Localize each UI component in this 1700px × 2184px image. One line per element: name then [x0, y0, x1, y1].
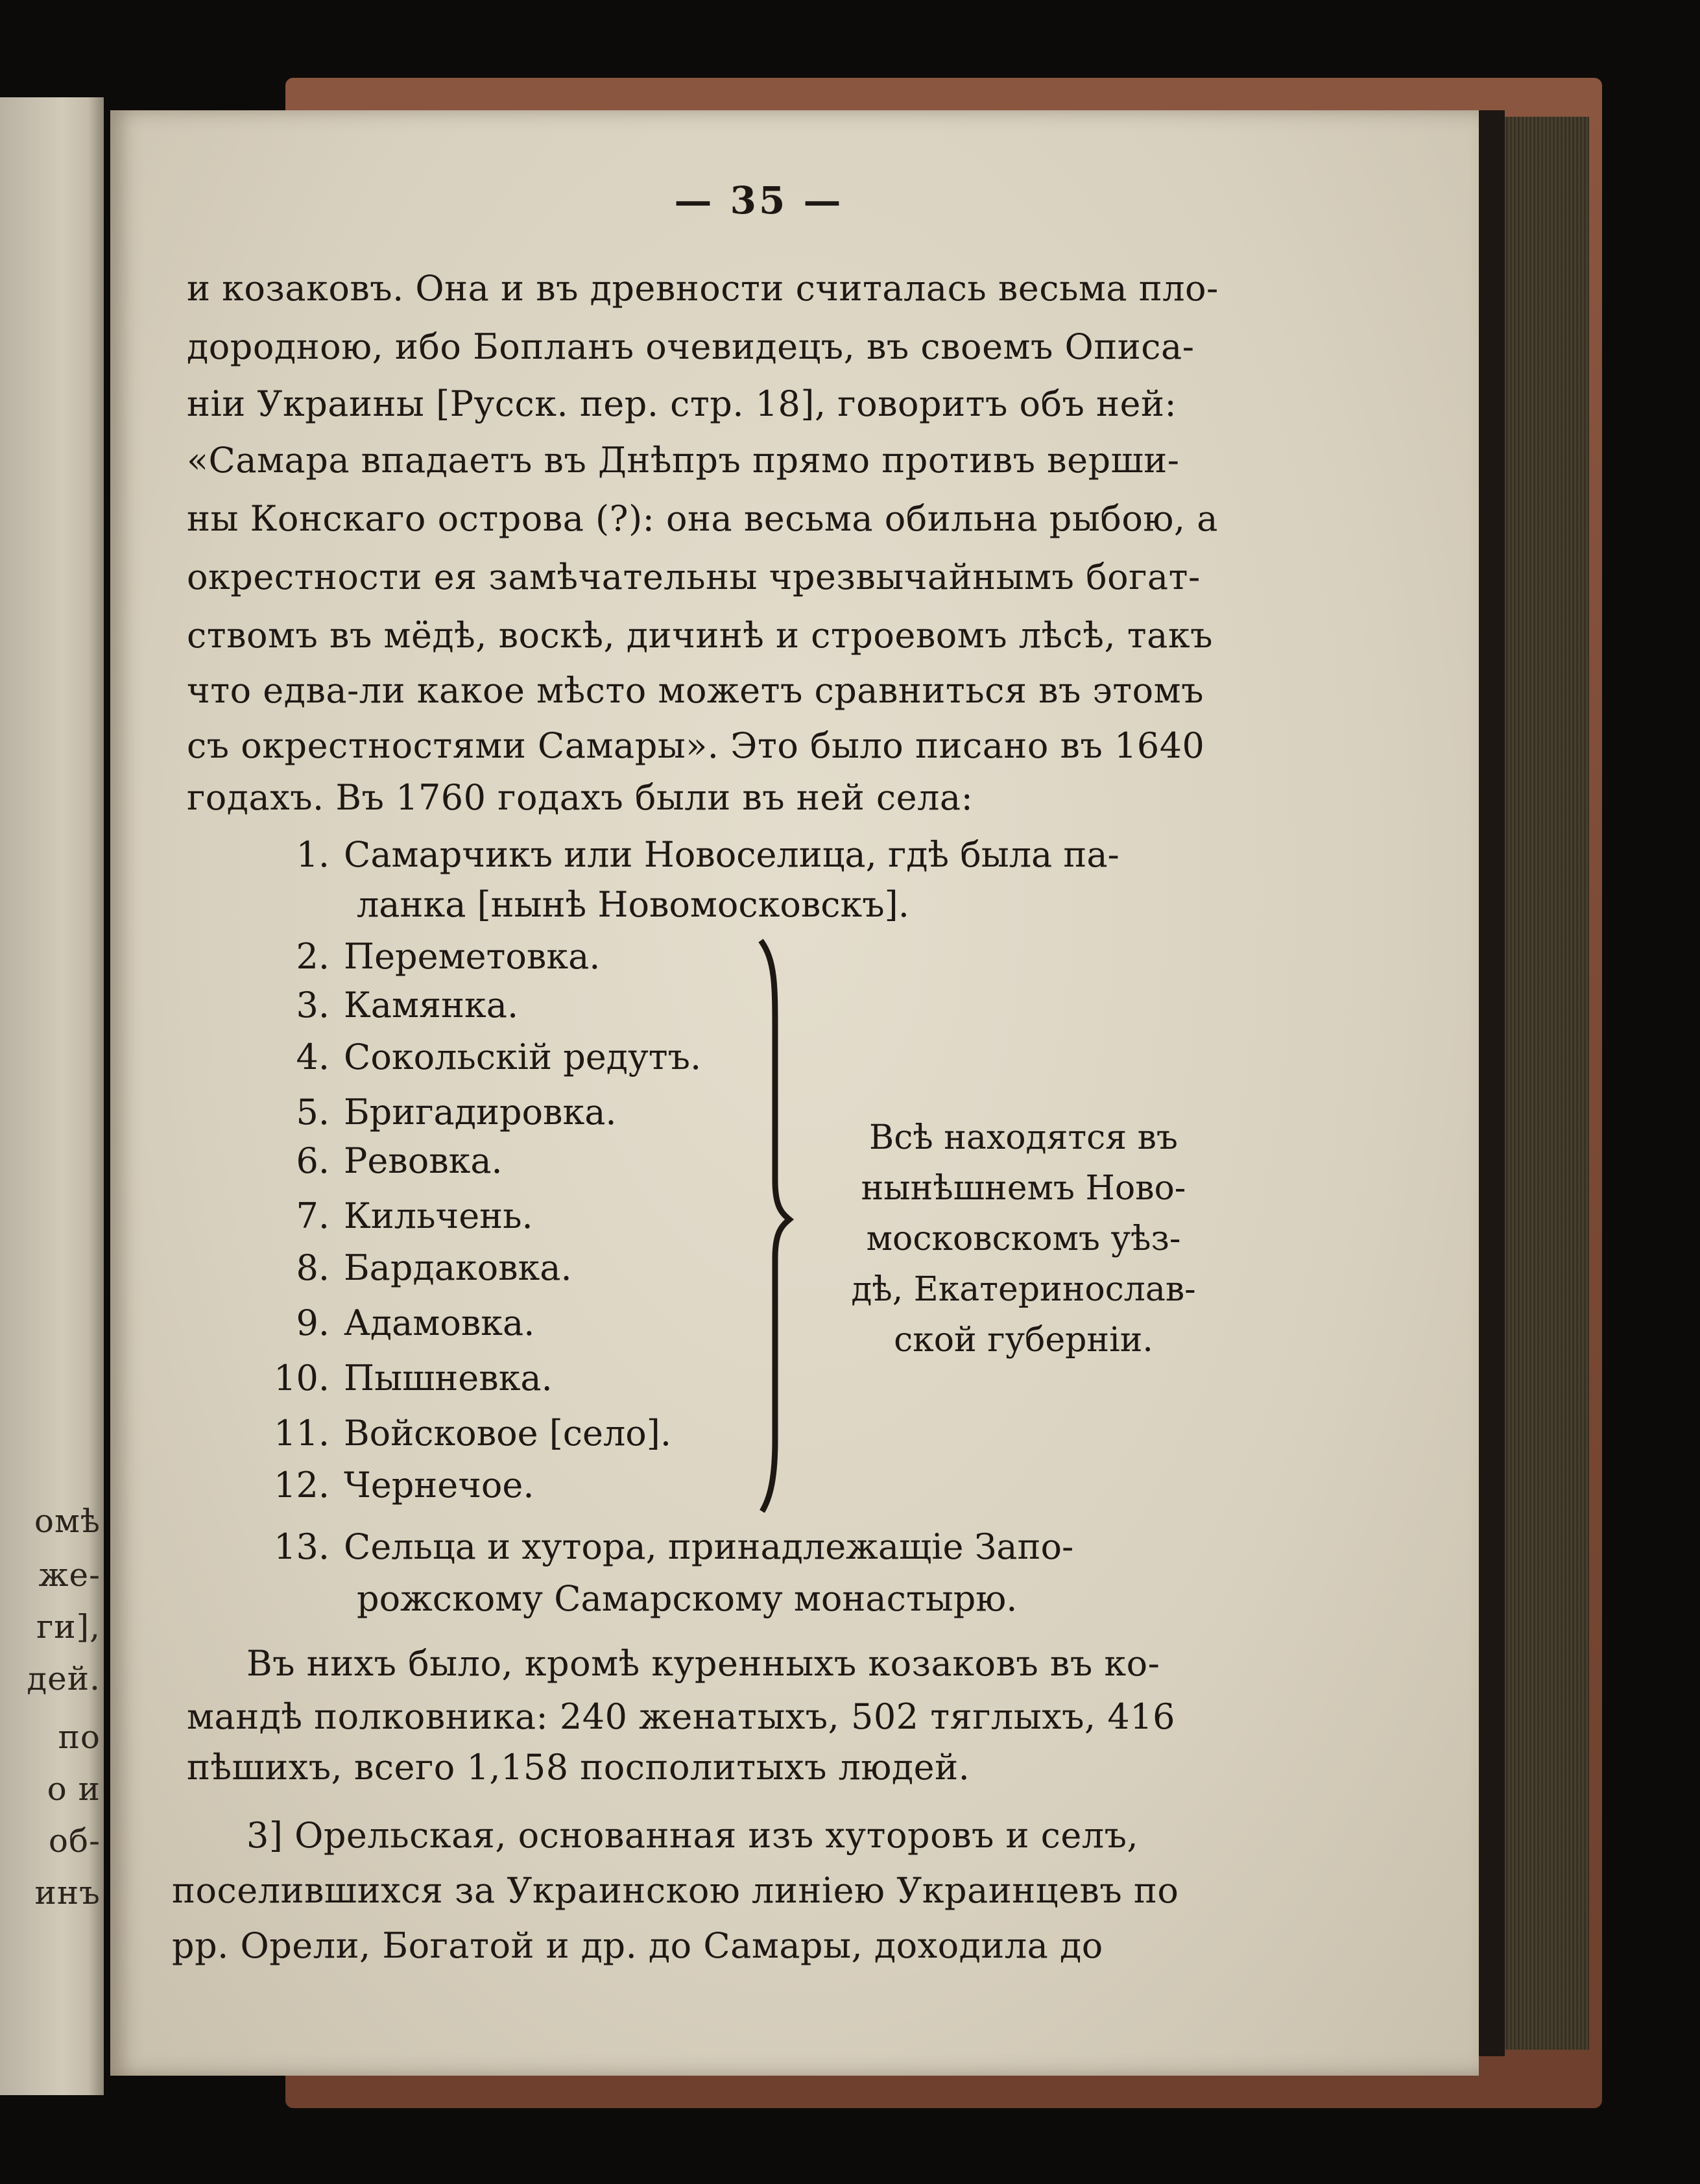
page-edges	[1492, 117, 1589, 2050]
list-number: 7.	[296, 1195, 329, 1236]
text-line: годахъ. Въ 1760 годахъ были въ ней села:	[187, 777, 974, 818]
list-number: 10.	[274, 1358, 329, 1398]
facing-page-line: омѣ	[34, 1502, 101, 1540]
brace-note	[822, 1112, 1225, 1365]
list-text: Самарчикъ или Новоселица, гдѣ была па-	[344, 834, 1119, 875]
list-item	[272, 1245, 572, 1291]
note-line: нынѣшнемъ Ново-	[861, 1169, 1186, 1208]
page-number: — 35 —	[674, 178, 844, 222]
list-number: 1.	[296, 834, 329, 875]
list-text: Сокольскій редутъ.	[344, 1037, 702, 1077]
list-item	[272, 983, 518, 1028]
list-number: 4.	[296, 1037, 329, 1077]
facing-page-line: об-	[48, 1822, 101, 1860]
list-text: Переметовка.	[344, 936, 601, 977]
facing-page-line: ги],	[36, 1608, 101, 1646]
text-line: ны Конскаго острова (?): она весьма обильна рыбою, а	[187, 498, 1218, 539]
text-line: рр. Орели, Богатой и др. до Самары, доходила до	[172, 1925, 1103, 1966]
list-text: Бардаковка.	[344, 1247, 572, 1288]
text-line: Въ нихъ было, кромѣ куренныхъ козаковъ въ ко-	[246, 1643, 1160, 1684]
text-line: съ окрестностями Самары». Это было писано въ 1640	[187, 725, 1205, 766]
list-text: Сельца и хутора, принадлежащіе Запо-	[344, 1526, 1074, 1567]
list-number: 11.	[274, 1413, 329, 1454]
list-number: 12.	[274, 1465, 329, 1506]
list-item	[272, 934, 600, 979]
facing-page-line: по	[58, 1718, 101, 1756]
list-number: 5.	[296, 1092, 329, 1133]
page-gutter-shadow	[1479, 110, 1505, 2056]
text-line: окрестности ея замѣчательны чрезвычайнымъ богат-	[187, 557, 1201, 597]
list-item	[272, 1194, 533, 1239]
list-item	[272, 832, 1119, 878]
facing-page	[0, 97, 104, 2095]
text-line: и козаковъ. Она и въ древности считалась весьма пло-	[187, 268, 1219, 309]
list-item	[272, 1524, 1073, 1570]
list-text: Бригадировка.	[344, 1092, 617, 1133]
text-line: 3] Орельская, основанная изъ хуторовъ и селъ,	[246, 1815, 1139, 1856]
list-number: 8.	[296, 1247, 329, 1288]
list-text: Кильчень.	[344, 1195, 533, 1236]
note-line: Всѣ находятся въ	[869, 1118, 1178, 1157]
facing-page-line: инъ	[34, 1874, 101, 1912]
list-number: 13.	[274, 1526, 329, 1567]
list-item	[272, 1090, 617, 1135]
list-item	[272, 1463, 534, 1508]
text-line: дородною, ибо Бопланъ очевидецъ, въ своемъ Описа-	[187, 326, 1195, 367]
list-item	[272, 1301, 534, 1346]
list-text: Чернечое.	[344, 1465, 534, 1506]
list-number: 9.	[296, 1302, 329, 1343]
list-number: 3.	[296, 985, 329, 1026]
facing-page-line: о и	[47, 1770, 101, 1808]
note-line: ской губерніи.	[894, 1321, 1153, 1360]
list-item-continuation: рожскому Самарскому монастырю.	[357, 1578, 1018, 1619]
text-line: ствомъ въ мёдѣ, воскѣ, дичинѣ и строевомъ лѣсѣ, такъ	[187, 615, 1213, 656]
text-line: поселившихся за Украинскою линіею Украинцевъ по	[172, 1870, 1179, 1911]
curly-brace	[756, 934, 795, 1518]
list-text: Камянка.	[344, 985, 519, 1026]
note-line: московскомъ уѣз-	[866, 1219, 1181, 1258]
text-line: ніи Украины [Русск. пер. стр. 18], говоритъ объ ней:	[187, 383, 1177, 424]
list-text: Ревовка.	[344, 1140, 503, 1181]
list-item	[272, 1035, 701, 1080]
note-line: дѣ, Екатеринослав-	[851, 1270, 1196, 1309]
list-text: Адамовка.	[344, 1302, 535, 1343]
list-item	[272, 1356, 553, 1401]
list-text: Войсковое [село].	[344, 1413, 672, 1454]
list-text: Пышневка.	[344, 1358, 553, 1398]
facing-page-line: же-	[38, 1556, 101, 1594]
list-item	[272, 1411, 671, 1456]
text-line: пѣшихъ, всего 1,158 посполитыхъ людей.	[187, 1747, 970, 1788]
list-item	[272, 1138, 503, 1184]
facing-page-line: дей.	[27, 1660, 101, 1698]
list-item-continuation: ланка [нынѣ Новомосковскъ].	[357, 884, 909, 925]
text-line: что едва-ли какое мѣсто можетъ сравниться въ этомъ	[187, 670, 1204, 711]
text-line: мандѣ полковника: 240 женатыхъ, 502 тяглыхъ, 416	[187, 1696, 1175, 1737]
text-line: «Самара впадаетъ въ Днѣпръ прямо противъ верши-	[187, 440, 1180, 481]
list-number: 2.	[296, 936, 329, 977]
list-number: 6.	[296, 1140, 329, 1181]
